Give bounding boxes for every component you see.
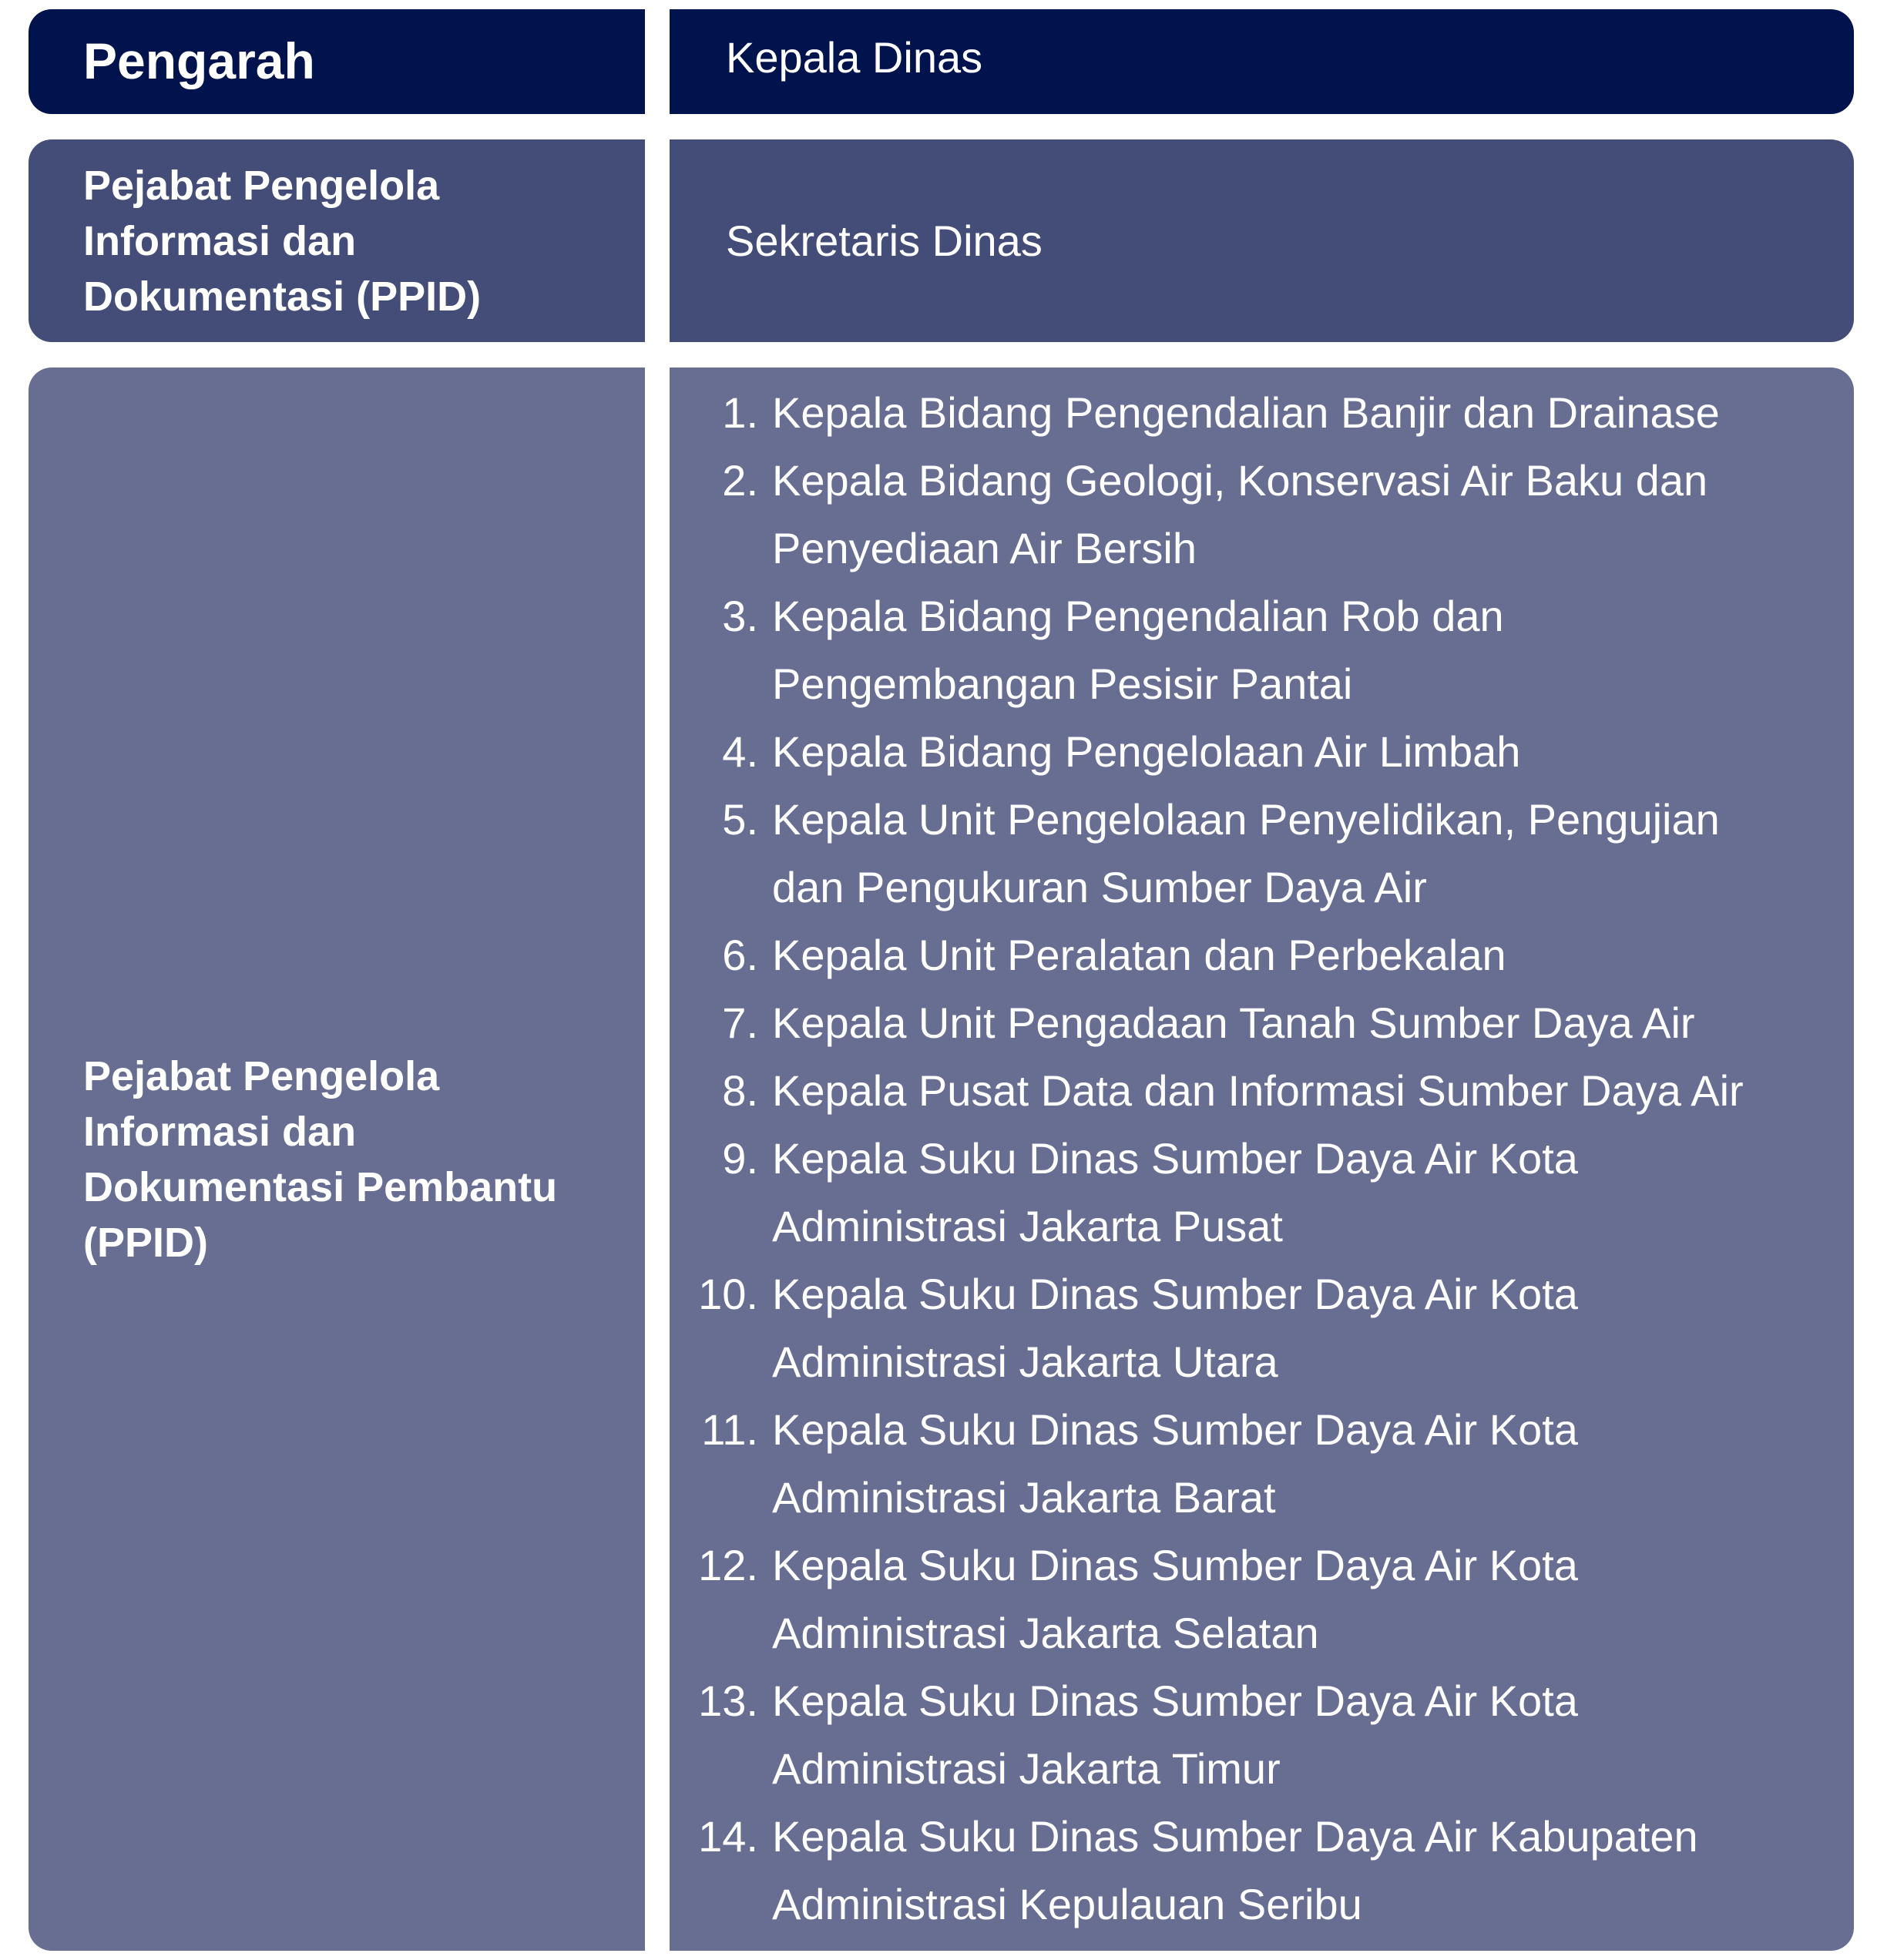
list-item-number: 11. (701, 1405, 758, 1454)
list-item-text: Kepala Pusat Data dan Informasi Sumber Daya Air (772, 1066, 1744, 1115)
list-item-text: Kepala Suku Dinas Sumber Daya Air Kota Administrasi Jakarta Barat (772, 1405, 1578, 1522)
row-ppid-pembantu-value-cell (670, 368, 1854, 1951)
row-ppid-label-cell (29, 139, 645, 342)
list-item-number: 10. (698, 1270, 758, 1318)
row-ppid-value-cell (670, 139, 1854, 342)
row-label: Pejabat Pengelola Informasi dan Dokumentasi (PPID) (83, 162, 482, 320)
list-item-text: Kepala Suku Dinas Sumber Daya Air Kabupaten Administrasi Kepulauan Seribu (772, 1812, 1698, 1928)
list-item-number: 1. (722, 388, 758, 437)
list-item (685, 1396, 1779, 1532)
row-pengarah-label-cell (29, 9, 645, 114)
list-item-number: 6. (722, 931, 758, 979)
list-item (685, 447, 1779, 582)
list-item-number: 8. (722, 1066, 758, 1115)
list-item (685, 379, 1779, 447)
row-label: Pengarah (83, 32, 315, 89)
row-value: Sekretaris Dinas (726, 216, 1043, 265)
officials-list (685, 379, 1779, 1938)
list-item-text: Kepala Bidang Pengendalian Banjir dan Drainase (772, 388, 1720, 437)
list-item (685, 718, 1779, 786)
list-item-text: Kepala Bidang Geologi, Konservasi Air Baku dan Penyediaan Air Bersih (772, 456, 1708, 572)
list-item (685, 1532, 1779, 1667)
list-item-text: Kepala Unit Pengelolaan Penyelidikan, Pengujian dan Pengukuran Sumber Daya Air (772, 795, 1720, 911)
list-item (685, 989, 1779, 1057)
row-pengarah-value-cell (670, 9, 1854, 114)
list-item-number: 13. (698, 1676, 758, 1725)
list-item-text: Kepala Unit Pengadaan Tanah Sumber Daya Air (772, 998, 1695, 1047)
list-item-number: 14. (698, 1812, 758, 1861)
list-item-text: Kepala Unit Peralatan dan Perbekalan (772, 931, 1506, 979)
list-item-number: 9. (722, 1134, 758, 1183)
list-item (685, 1057, 1779, 1125)
list-item-number: 3. (722, 592, 758, 640)
list-item-text: Kepala Bidang Pengendalian Rob dan Pengembangan Pesisir Pantai (772, 592, 1504, 708)
list-item-text: Kepala Bidang Pengelolaan Air Limbah (772, 727, 1521, 776)
list-item-text: Kepala Suku Dinas Sumber Daya Air Kota Administrasi Jakarta Timur (772, 1676, 1578, 1793)
list-item (685, 921, 1779, 989)
list-item (685, 786, 1779, 921)
list-item (685, 1667, 1779, 1803)
list-item-text: Kepala Suku Dinas Sumber Daya Air Kota Administrasi Jakarta Pusat (772, 1134, 1578, 1250)
list-item-number: 7. (722, 998, 758, 1047)
list-item (685, 1803, 1779, 1938)
row-ppid-pembantu-label-cell (29, 368, 645, 1951)
list-item (685, 1260, 1779, 1396)
list-item-number: 12. (698, 1541, 758, 1589)
list-item (685, 582, 1779, 718)
row-value: Kepala Dinas (726, 33, 983, 82)
list-item-number: 5. (722, 795, 758, 844)
row-label: Pejabat Pengelola Informasi dan Dokumentasi Pembantu (PPID) (83, 1052, 558, 1266)
list-item-text: Kepala Suku Dinas Sumber Daya Air Kota Administrasi Jakarta Selatan (772, 1541, 1578, 1657)
list-item-number: 2. (722, 456, 758, 505)
list-item-text: Kepala Suku Dinas Sumber Daya Air Kota Administrasi Jakarta Utara (772, 1270, 1578, 1386)
list-item (685, 1125, 1779, 1260)
list-item-number: 4. (722, 727, 758, 776)
